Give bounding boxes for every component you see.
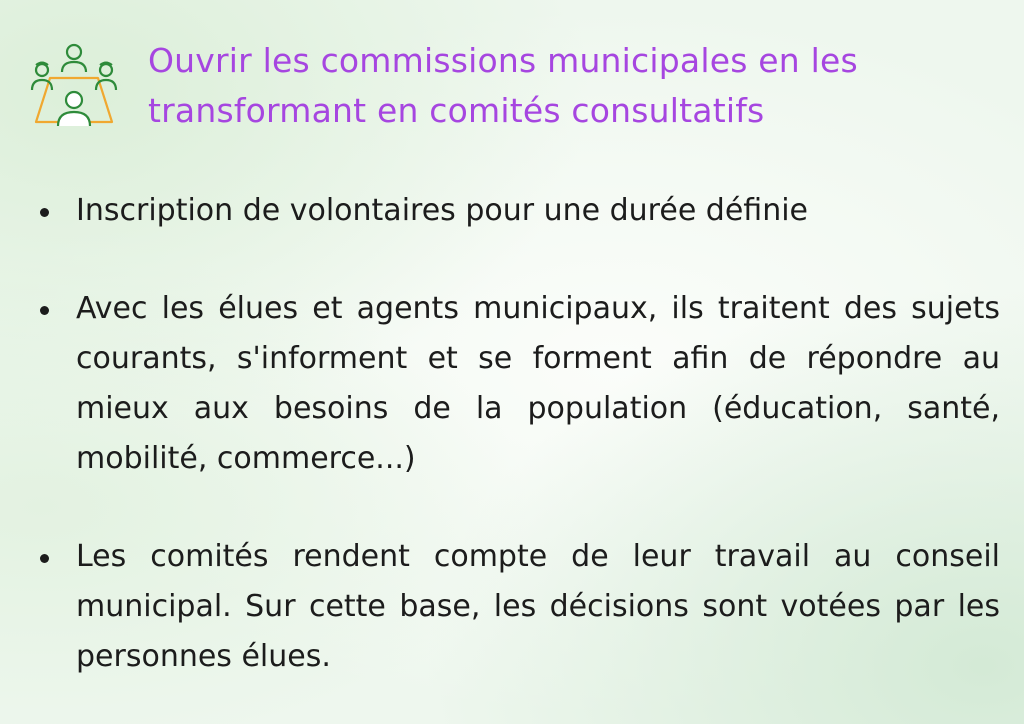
bullet-dot-icon <box>40 306 49 315</box>
list-item-text: Avec les élues et agents municipaux, ils traitent des sujets courants, s'informent et se forment afin de répondre au mieux aux besoins de la population (éducation, santé, mobilité, commerce...) <box>76 291 1000 476</box>
list-item-text: Inscription de volontaires pour une durée définie <box>76 193 809 228</box>
title-line-2: transformant en comités consultatifs <box>148 91 765 130</box>
bullet-dot-icon <box>40 554 49 563</box>
list-item <box>40 532 1000 682</box>
meeting-table-icon <box>28 38 120 130</box>
bullet-list <box>40 186 1000 682</box>
list-item <box>40 284 1000 484</box>
list-item <box>40 186 1000 236</box>
list-item-text: Les comités rendent compte de leur travail au conseil municipal. Sur cette base, les décisions sont votées par les personnes élues. <box>76 539 1000 674</box>
title-line-1: Ouvrir les commissions municipales en les <box>148 41 858 80</box>
page-title <box>148 36 1008 136</box>
bullet-dot-icon <box>40 208 49 217</box>
